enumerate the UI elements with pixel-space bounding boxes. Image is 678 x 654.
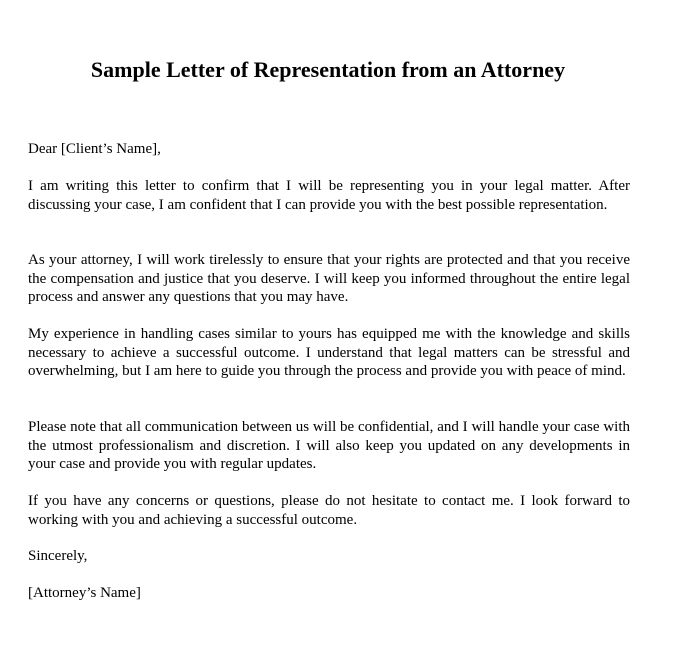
paragraph-commitment: As your attorney, I will work tirelessly to ensure that your rights are protected and that you receive the compensation and justice that you deserve. I will keep you informed throughout the entire legal process and answer any questions that you may have. xyxy=(28,252,630,305)
paragraph-contact: If you have any concerns or questions, please do not hesitate to contact me. I look forward to working with you and achieving a successful outcome. xyxy=(28,493,630,528)
paragraph-experience: My experience in handling cases similar to yours has equipped me with the knowledge and skills necessary to achieve a successful outcome. I understand that legal matters can be stressful and overwhelming, but I am here to guide you through the process and provide you with peace of mind. xyxy=(28,326,630,379)
closing: Sincerely, xyxy=(28,548,88,564)
paragraph-confidentiality: Please note that all communication between us will be confidential, and I will handle your case with the utmost professionalism and discretion. I will also keep you updated on any developments in your case and provide you with regular updates. xyxy=(28,419,630,472)
salutation: Dear [Client’s Name], xyxy=(28,141,161,157)
letter-title: Sample Letter of Representation from an Attorney xyxy=(90,57,566,82)
signature: [Attorney’s Name] xyxy=(28,585,141,601)
paragraph-confirmation: I am writing this letter to confirm that I will be representing you in your legal matter. After discussing your case, I am confident that I can provide you with the best possible representation. xyxy=(28,178,630,213)
